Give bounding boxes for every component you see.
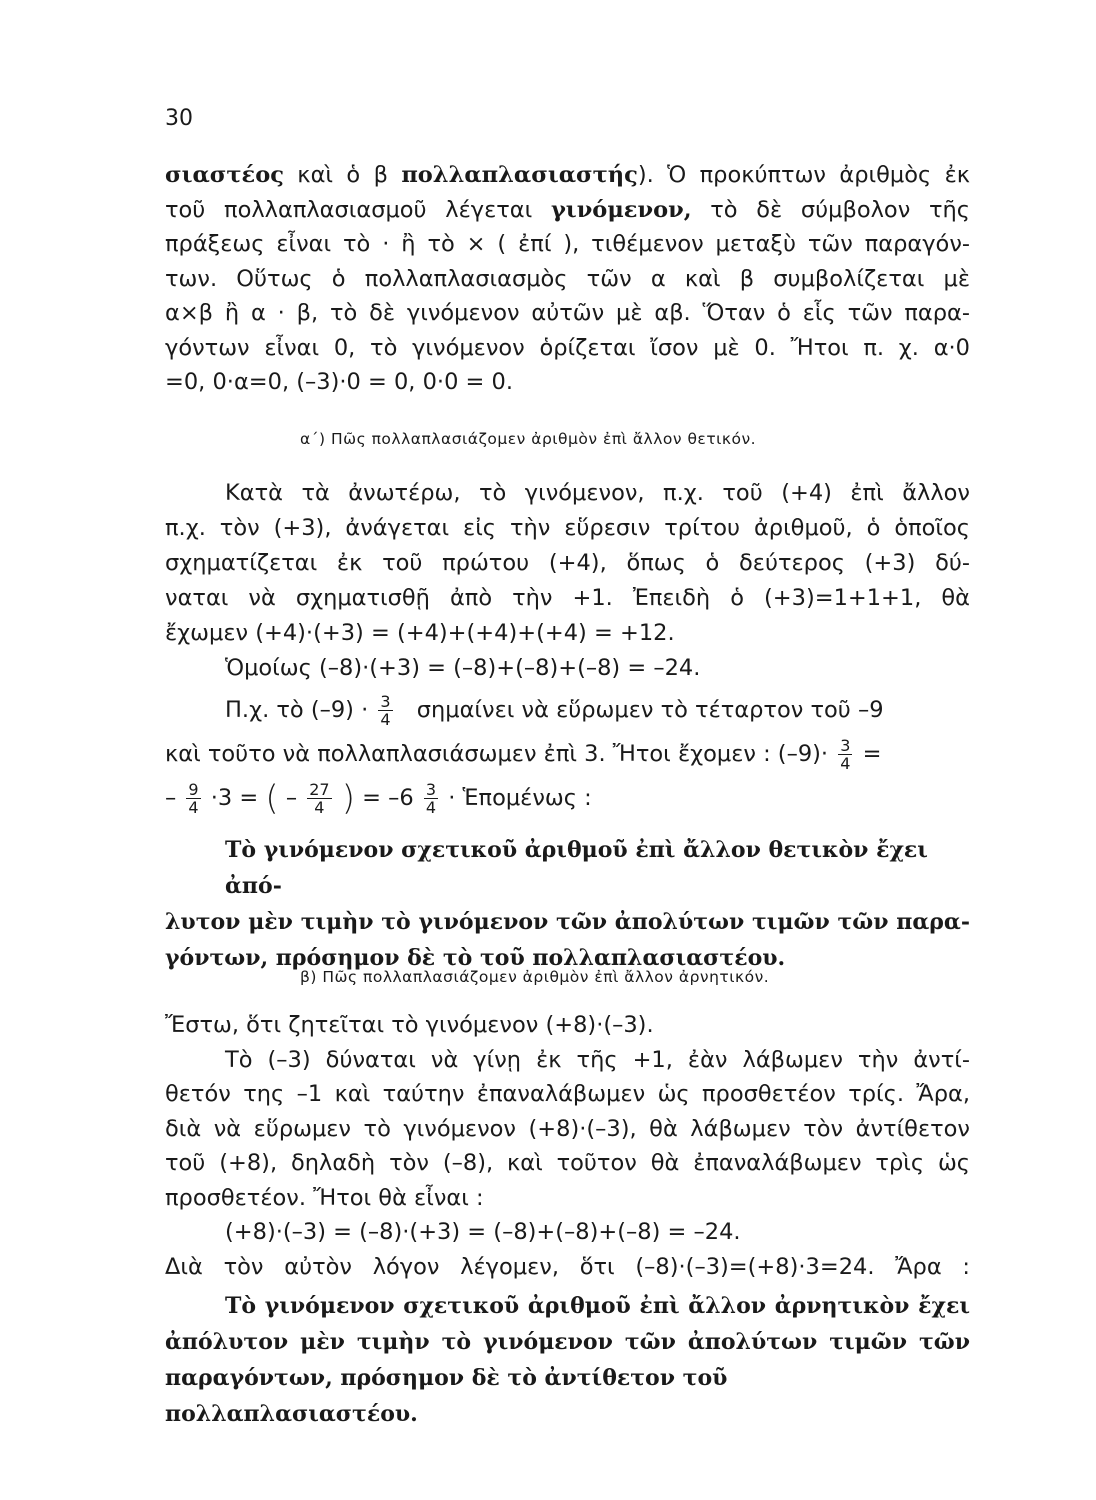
intro-line-6: γόντων εἶναι 0, τὸ γινόμενον ὁρίζεται ἴσον μὲ 0. Ἤτοι π. χ. α·0	[165, 334, 970, 361]
section-a-example	[165, 690, 970, 819]
fraction-3-4	[838, 737, 852, 772]
fraction-denominator: 4	[425, 798, 437, 817]
section-b-line-5: τοῦ (+8), δηλαδὴ τὸν (–8), καὶ τοῦτον θὰ ἐπαναλάβωμεν τρὶς ὡς	[165, 1150, 970, 1176]
page-number: 30	[165, 106, 193, 131]
fraction-denominator: 4	[188, 798, 199, 817]
section-b-line-4: διὰ νὰ εὕρωμεν τὸ γινόμενον (+8)·(–3), θὰ λάβωμεν τὸν ἀντίθετον	[165, 1115, 970, 1142]
heading-a: α΄) Πῶς πολλαπλασιάζομεν ἀριθμὸν ἐπὶ ἄλλον θετικόν.	[300, 430, 757, 448]
fraction-denominator: 4	[840, 754, 851, 773]
example-text: · Ἑπομένως :	[448, 785, 592, 811]
rule-a-line-1: Τὸ γινόμενον σχετικοῦ ἀριθμοῦ ἐπὶ ἄλλον θετικὸν ἔχει ἀπό-	[225, 837, 928, 899]
fraction-denominator: 4	[380, 710, 391, 729]
example-text: σημαίνει νὰ εὕρωμεν τὸ τέταρτον τοῦ –9	[416, 697, 884, 723]
example-text: –	[165, 785, 177, 811]
fraction-numerator: 3	[840, 736, 851, 755]
intro-line-7: =0, 0·α=0, (–3)·0 = 0, 0·0 = 0.	[165, 369, 514, 395]
intro-line-4: των. Οὕτως ὁ πολλαπλασιασμὸς τῶν α καὶ β συμβολίζεται μὲ	[165, 265, 970, 292]
intro-line-2	[165, 193, 970, 228]
rule-b-line-3: παραγόντων, πρόσημον δὲ τὸ ἀντίθετον τοῦ πολλαπλασιαστέου.	[165, 1365, 728, 1427]
section-a-line-1: Κατὰ τὰ ἀνωτέρω, τὸ γινόμενον, π.χ. τοῦ (+4) ἐπὶ ἄλλον	[225, 480, 970, 506]
intro-text: καὶ ὁ β	[283, 162, 402, 188]
term-product: γινόμενον,	[550, 196, 692, 223]
intro-text: τοῦ πολλαπλασιασμοῦ λέγεται	[165, 196, 551, 223]
example-text: = –6	[362, 785, 414, 811]
example-text: ·3 =	[210, 785, 259, 811]
section-b-line-6: προσθετέον. Ἤτοι θὰ εἶναι :	[165, 1184, 484, 1211]
fraction-numerator: 3	[425, 780, 437, 799]
section-a	[165, 476, 970, 686]
rule-b	[165, 1288, 970, 1432]
example-text: =	[862, 741, 882, 767]
fraction-27-4	[307, 781, 331, 816]
term-multiplicand: σιαστέος	[165, 162, 284, 188]
fraction-numerator: 9	[188, 780, 199, 799]
section-a-line-6: Ὁμοίως (–8)·(+3) = (–8)+(–8)+(–8) = –24.	[225, 655, 701, 681]
intro-line-3: πράξεως εἶναι τὸ · ἢ τὸ × ( ἐπί ), τιθέμενον μεταξὺ τῶν παραγόν-	[165, 231, 970, 257]
example-line-3	[165, 778, 970, 819]
intro-line-1	[165, 158, 970, 193]
heading-b: β) Πῶς πολλαπλασιάζομεν ἀριθμὸν ἐπὶ ἄλλον ἀρνητικόν.	[300, 968, 770, 986]
fraction-9-4	[186, 781, 200, 816]
section-b-line-7: (+8)·(–3) = (–8)·(+3) = (–8)+(–8)+(–8) = –24.	[225, 1219, 741, 1245]
intro-text: τὸ δὲ σύμβολον τῆς	[691, 196, 970, 223]
intro-paragraph	[165, 158, 970, 400]
example-text: καὶ τοῦτο νὰ πολλαπλασιάσωμεν ἐπὶ 3. Ἤτοι ἔχομεν : (–9)·	[165, 741, 829, 767]
example-text: –	[285, 785, 298, 811]
example-line-2	[165, 734, 970, 774]
section-b-line-1: Ἔστω, ὅτι ζητεῖται τὸ γινόμενον (+8)·(–3).	[165, 1012, 654, 1038]
section-a-line-2: π.χ. τὸν (+3), ἀνάγεται εἰς τὴν εὕρεσιν τρίτου ἀριθμοῦ, ὁ ὁποῖος	[165, 515, 970, 541]
section-b-line-8: Διὰ τὸν αὐτὸν λόγον λέγομεν, ὅτι (–8)·(–3)=(+8)·3=24. Ἄρα :	[165, 1253, 970, 1280]
paren-close: )	[341, 778, 355, 819]
rule-b-line-1: Τὸ γινόμενον σχετικοῦ ἀριθμοῦ ἐπὶ ἄλλον ἀρνητικὸν ἔχει	[225, 1293, 970, 1319]
intro-text: ). Ὁ προκύπτων ἀριθμὸς ἐκ	[637, 162, 970, 188]
section-a-line-5: ἔχωμεν (+4)·(+3) = (+4)+(+4)+(+4) = +12.	[165, 620, 675, 646]
fraction-3-4	[424, 781, 438, 816]
example-line-1	[165, 690, 970, 730]
section-a-line-3: σχηματίζεται ἐκ τοῦ πρώτου (+4), ὅπως ὁ δεύτερος (+3) δύ-	[165, 550, 970, 576]
fraction-denominator: 4	[314, 798, 325, 817]
rule-a	[165, 832, 970, 976]
fraction-3-4	[378, 693, 392, 728]
section-a-line-4: ναται νὰ σχηματισθῇ ἀπὸ τὴν +1. Ἐπειδὴ ὁ (+3)=1+1+1, θὰ	[165, 585, 970, 611]
fraction-numerator: 27	[309, 780, 330, 799]
rule-a-line-2: λυτον μὲν τιμὴν τὸ γινόμενον τῶν ἀπολύτων τιμῶν τῶν παρα-	[165, 909, 970, 935]
section-b-line-2: Τὸ (–3) δύναται νὰ γίνῃ ἐκ τῆς +1, ἐὰν λάβωμεν τὴν ἀντί-	[225, 1046, 970, 1073]
rule-b-line-2: ἀπόλυτον μὲν τιμὴν τὸ γινόμενον τῶν ἀπολύτων τιμῶν τῶν	[165, 1329, 970, 1355]
fraction-numerator: 3	[380, 692, 391, 711]
example-text: Π.χ. τὸ (–9) ·	[225, 697, 369, 723]
rule-a-line-3: γόντων, πρόσημον δὲ τὸ τοῦ πολλαπλασιαστέου.	[165, 945, 786, 971]
paren-open: (	[265, 778, 279, 819]
intro-line-5: α×β ἢ α · β, τὸ δὲ γινόμενον αὐτῶν μὲ αβ. Ὅταν ὁ εἷς τῶν παρα-	[165, 300, 970, 326]
section-b-line-3: θετόν της –1 καὶ ταύτην ἐπαναλάβωμεν ὡς προσθετέον τρίς. Ἄρα,	[165, 1081, 970, 1107]
section-b	[165, 1008, 970, 1284]
term-multiplier: πολλαπλασιαστής	[401, 162, 638, 188]
